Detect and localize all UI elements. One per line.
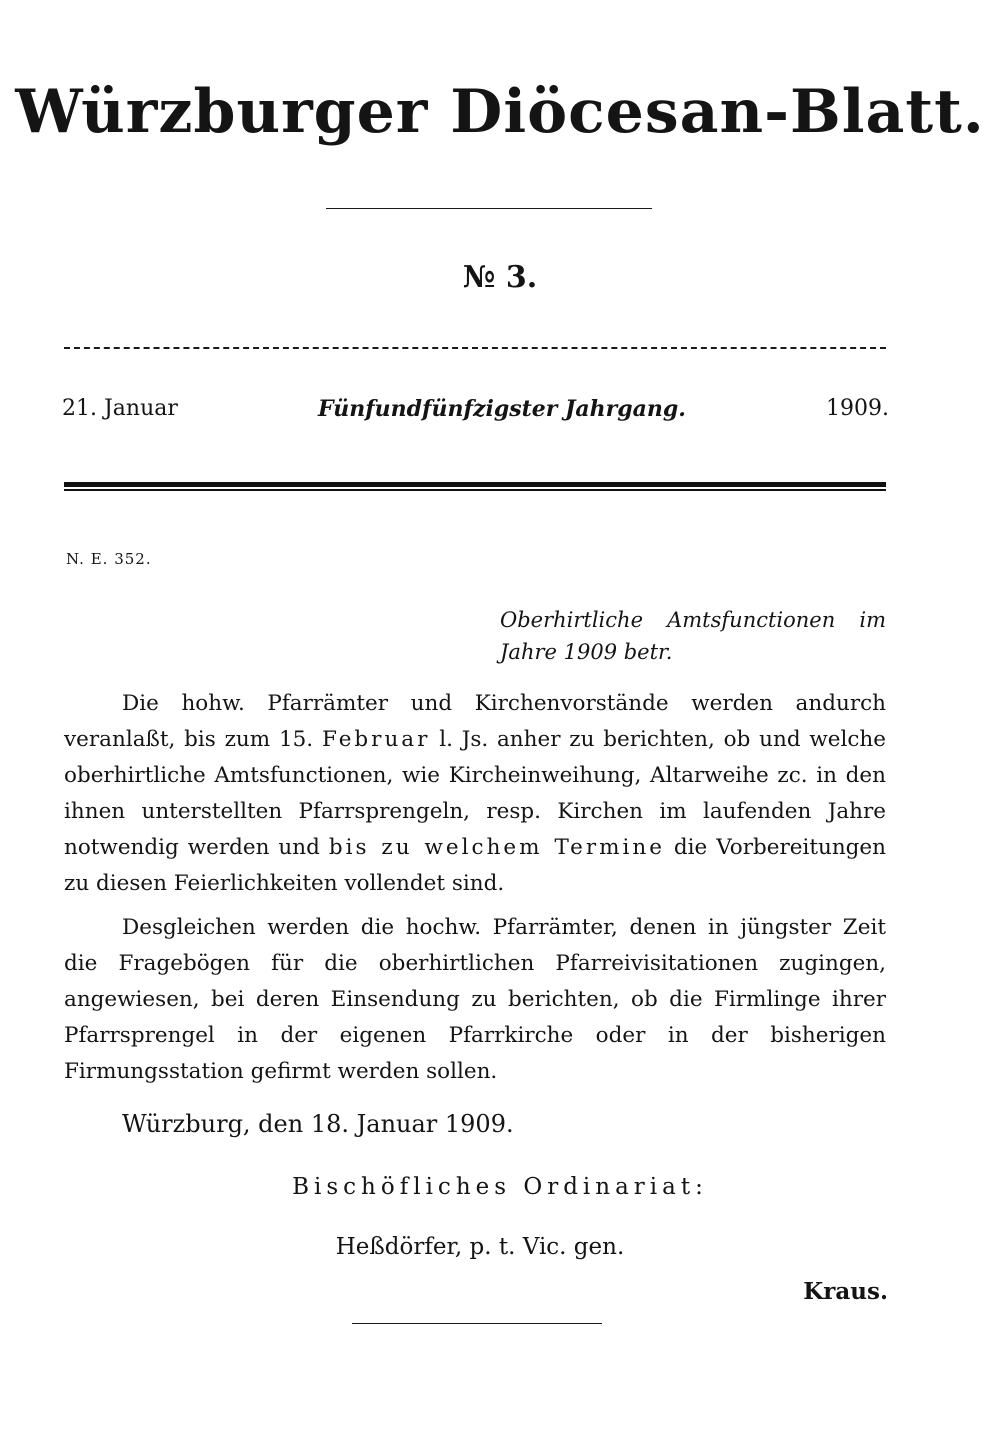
paragraph-1 (64, 686, 886, 902)
paragraph-1-part-2: l. Js. anher zu berichten, ob und welche oberhirtliche Amtsfunctionen, wie Kircheinweihung, Altarweihe zc. in den ihnen unterstellten Pfarrsprengeln, resp. Kirchen im laufenden Jahre notwendig werden und (64, 727, 886, 860)
issue-year: 1909. (826, 396, 889, 421)
cosignatory: Kraus. (803, 1278, 888, 1305)
masthead-rule (326, 208, 652, 209)
issuing-authority: Bischöfliches Ordinariat: (292, 1174, 708, 1200)
volume-label: Fünfundfünfzigster Jahrgang. (318, 396, 686, 422)
signatory: Heßdörfer, p. t. Vic. gen. (335, 1234, 625, 1260)
double-rule-thick (64, 482, 886, 487)
issue-number: № 3. (462, 260, 538, 295)
reference-number: N. E. 352. (66, 550, 152, 568)
paragraph-1-part-3: die Vorbereitungen zu diesen Feierlichkeiten vollendet sind. (64, 835, 887, 896)
paragraph-2: Desgleichen werden die hochw. Pfarrämter, denen in jüngster Zeit die Fragebögen für die oberhirtlichen Pfarreivisitationen zugingen, angewiesen, bei deren Einsendung zu berichten, ob die Firmlinge ihrer Pfarrsprengel in der eigenen Pfarrkirche oder in der bisherigen Firmungsstation gefirmt werden sollen. (64, 915, 886, 1084)
issue-date: 21. Januar (62, 396, 178, 421)
paragraph-1-emphasis-2: bis zu welchem Termine (328, 835, 665, 860)
masthead-title: Würzburger Diöcesan-Blatt. (15, 77, 985, 147)
paragraph-1-part-1: Die hohw. Pfarrämter und Kirchenvorstände werden andurch veranlaßt, bis zum 15. (64, 691, 886, 752)
closing-rule (352, 1323, 602, 1324)
double-rule-thin (64, 489, 886, 491)
subject-line: Oberhirtliche Amtsfunctionen im Jahre 1909 betr. (500, 608, 886, 664)
header-dashed-rule (64, 347, 886, 349)
paragraph-1-emphasis-1: Februar (321, 727, 431, 752)
place-and-date: Würzburg, den 18. Januar 1909. (122, 1110, 514, 1138)
